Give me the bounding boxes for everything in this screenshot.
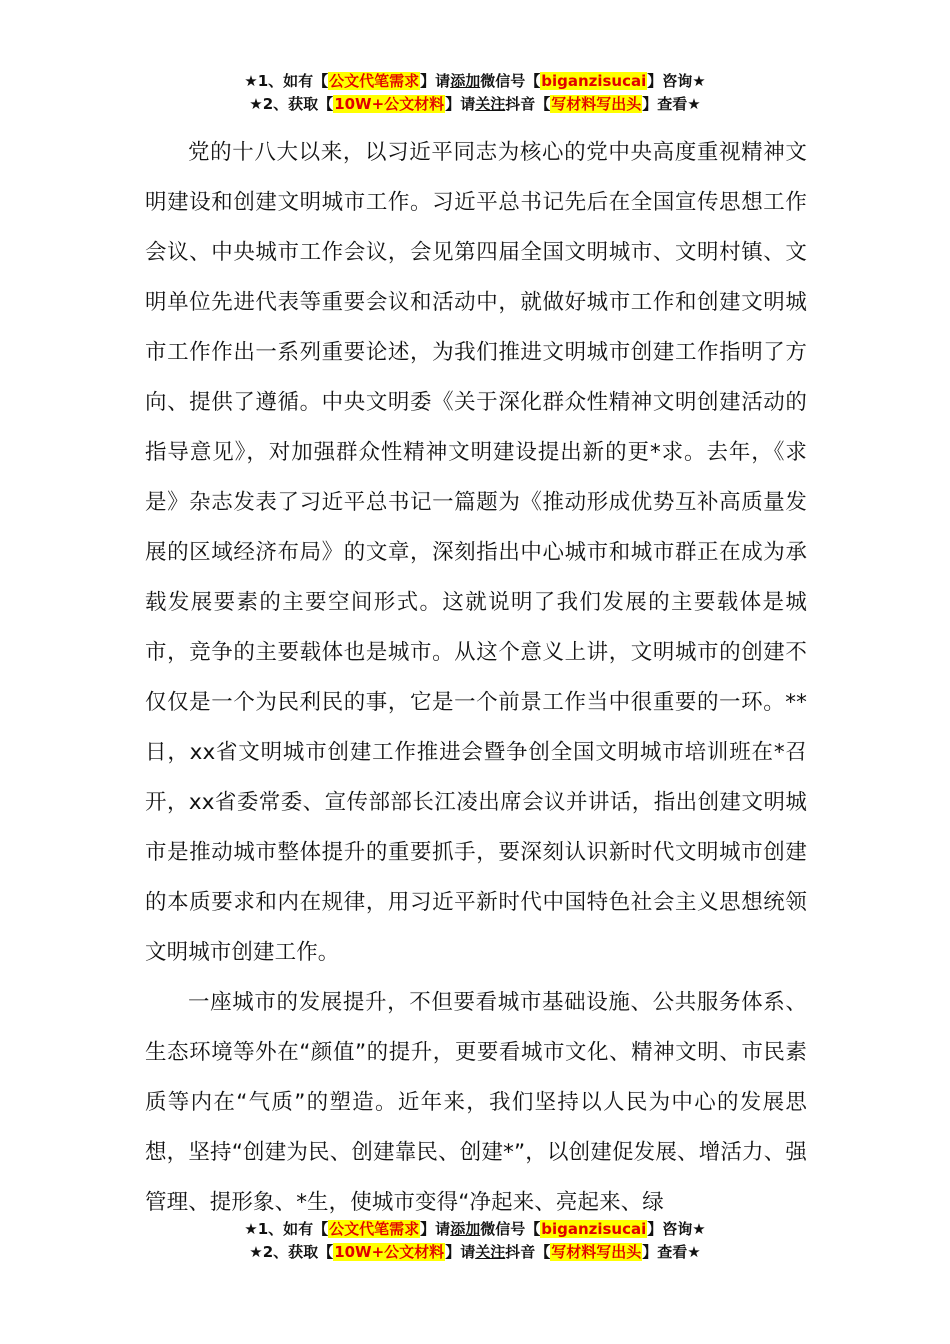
banner-line-1 xyxy=(0,1218,950,1241)
paragraph-1: 党的十八大以来，以习近平同志为核心的党中央高度重视精神文明建设和创建文明城市工作。习近平总书记先后在全国宣传思想工作会议、中央城市工作会议，会见第四届全国文明城市、文明村镇、文明单位先进代表等重要会议和活动中，就做好城市工作和创建文明城市工作作出一系列重要论述，为我们推进文明城市创建工作指明了方向、提供了遵循。中央文明委《关于深化群众性精神文明创建活动的指导意见》，对加强群众性精神文明建设提出新的更*求。去年，《求是》杂志发表了习近平总书记一篇题为《推动形成优势互补高质量发展的区域经济布局》的文章，深刻指出中心城市和城市群正在成为承载发展要素的主要空间形式。这就说明了我们发展的主要载体是城市，竞争的主要载体也是城市。从这个意义上讲，文明城市的创建不仅仅是一个为民利民的事，它是一个前景工作当中很重要的一环。**日，xx省文明城市创建工作推进会暨争创全国文明城市培训班在*召开，xx省委常委、宣传部部长江凌出席会议并讲话，指出创建文明城市是推动城市整体提升的重要抓手，要深刻认识新时代文明城市创建的本质要求和内在规律，用习近平新时代中国特色社会主义思想统领文明城市创建工作。 xyxy=(145,140,807,965)
banner-text: 】请 xyxy=(420,72,451,90)
banner-text: 微信号【 xyxy=(480,72,541,90)
footer-banner xyxy=(0,1218,950,1264)
document-body xyxy=(145,128,807,1228)
header-banner xyxy=(0,70,950,116)
banner-emphasis: 添加 xyxy=(450,1220,481,1238)
banner-emphasis: 关注 xyxy=(475,1243,506,1261)
banner-text: 】请 xyxy=(445,95,476,113)
banner-text: ★2、获取【 xyxy=(249,95,334,113)
banner-text: 抖音【 xyxy=(505,95,551,113)
banner-text: 】请 xyxy=(445,1243,476,1261)
banner-line-2 xyxy=(0,1241,950,1264)
banner-highlight: 10W+公文材料 xyxy=(334,1243,445,1261)
banner-highlight: 公文代笔需求 xyxy=(329,72,420,90)
banner-text: 】咨询★ xyxy=(647,72,706,90)
banner-line-2 xyxy=(0,93,950,116)
banner-text: 】请 xyxy=(420,1220,451,1238)
banner-highlight: 写材料写出头 xyxy=(551,95,642,113)
banner-text: 】查看★ xyxy=(642,95,701,113)
banner-text: 微信号【 xyxy=(480,1220,541,1238)
paragraph-2: 一座城市的发展提升，不但要看城市基础设施、公共服务体系、生态环境等外在“颜值”的提升，更要看城市文化、精神文明、市民素质等内在“气质”的塑造。近年来，我们坚持以人民为中心的发展思想，坚持“创建为民、创建靠民、创建*”，以创建促发展、增活力、强管理、提形象、*生，使城市变得“净起来、亮起来、绿 xyxy=(145,990,807,1215)
banner-text: 抖音【 xyxy=(505,1243,551,1261)
banner-text: ★2、获取【 xyxy=(249,1243,334,1261)
banner-highlight: 写材料写出头 xyxy=(551,1243,642,1261)
banner-emphasis: 添加 xyxy=(450,72,481,90)
banner-highlight: biganzisucai xyxy=(541,1220,647,1238)
banner-text: ★1、如有【 xyxy=(244,72,329,90)
banner-line-1 xyxy=(0,70,950,93)
banner-highlight: biganzisucai xyxy=(541,72,647,90)
banner-text: 】咨询★ xyxy=(647,1220,706,1238)
banner-text: ★1、如有【 xyxy=(244,1220,329,1238)
banner-emphasis: 关注 xyxy=(475,95,506,113)
banner-text: 】查看★ xyxy=(642,1243,701,1261)
banner-highlight: 公文代笔需求 xyxy=(329,1220,420,1238)
banner-highlight: 10W+公文材料 xyxy=(334,95,445,113)
